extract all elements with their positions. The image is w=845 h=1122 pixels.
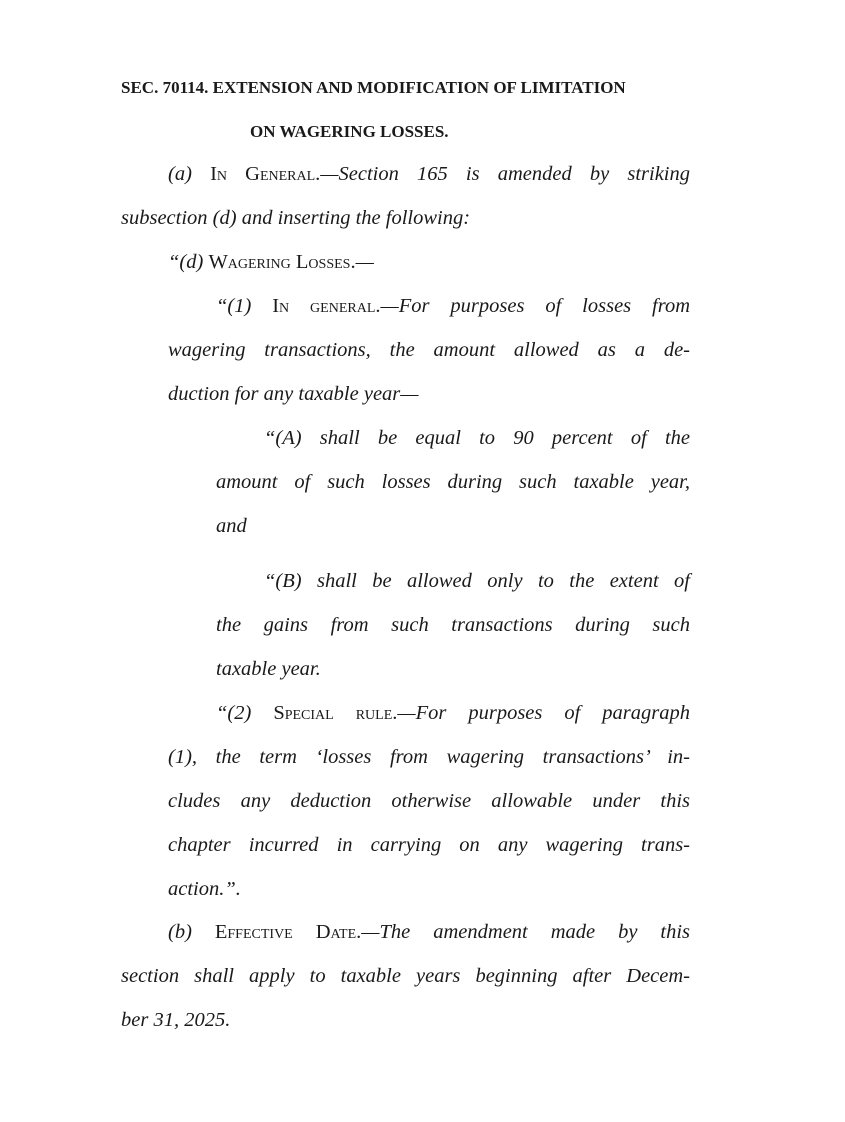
- paragraph-2-line1: [216, 701, 690, 725]
- subsection-b-text1: —The amendment made by this: [361, 921, 691, 943]
- subsection-b-line3: ber 31, 2025.: [121, 1009, 231, 1031]
- subsection-d-label: “(d): [168, 251, 204, 273]
- section-heading-line2: ON WAGERING LOSSES.: [250, 122, 449, 141]
- subsection-a-title: In General.: [210, 163, 321, 185]
- subparagraph-a-line1: “(A) shall be equal to 90 percent of the: [264, 427, 690, 449]
- subsection-a-text1: —Section 165 is amended by striking: [320, 163, 691, 185]
- subsection-b-line2: section shall apply to taxable years beginning after Decem-: [121, 965, 690, 987]
- subparagraph-a-line2: amount of such losses during such taxable year,: [216, 471, 690, 493]
- paragraph-1-text1: —For purposes of losses from: [380, 295, 691, 317]
- subparagraph-b-line1: “(B) shall be allowed only to the extent of: [264, 570, 690, 592]
- paragraph-2-line2: (1), the term ‘losses from wagering transactions’ in-: [168, 746, 690, 768]
- subsection-b-label: (b): [168, 921, 192, 943]
- section-heading-line1: SEC. 70114. EXTENSION AND MODIFICATION OF LIMITATION: [121, 78, 626, 97]
- subparagraph-b-line3: taxable year.: [216, 658, 321, 680]
- paragraph-2-text1: —For purposes of paragraph: [397, 702, 691, 724]
- paragraph-1-line3: duction for any taxable year—: [168, 383, 419, 405]
- subsection-a-line2: subsection (d) and inserting the following:: [121, 207, 471, 229]
- subsection-d-dash: —: [355, 251, 374, 273]
- paragraph-2-line5: action.”.: [168, 878, 241, 900]
- paragraph-2-label: “(2): [216, 702, 252, 724]
- subparagraph-a-line3: and: [216, 515, 247, 537]
- subsection-a-line1: [168, 162, 690, 186]
- subsection-a-label: (a): [168, 163, 192, 185]
- paragraph-1-label: “(1): [216, 295, 252, 317]
- subsection-d-heading: [168, 250, 374, 274]
- paragraph-1-title: In general.: [272, 295, 381, 317]
- paragraph-1-line2: wagering transactions, the amount allowed as a de-: [168, 339, 690, 361]
- subsection-b-line1: [168, 920, 690, 944]
- paragraph-2-line4: chapter incurred in carrying on any wagering trans-: [168, 834, 690, 856]
- paragraph-2-title: Special rule.: [273, 702, 398, 724]
- paragraph-2-line3: cludes any deduction otherwise allowable under this: [168, 790, 690, 812]
- subparagraph-b-line2: the gains from such transactions during such: [216, 614, 690, 636]
- paragraph-1-line1: [216, 294, 690, 318]
- subsection-d-title: Wagering Losses.: [208, 251, 356, 273]
- subsection-b-title: Effective Date.: [214, 921, 362, 943]
